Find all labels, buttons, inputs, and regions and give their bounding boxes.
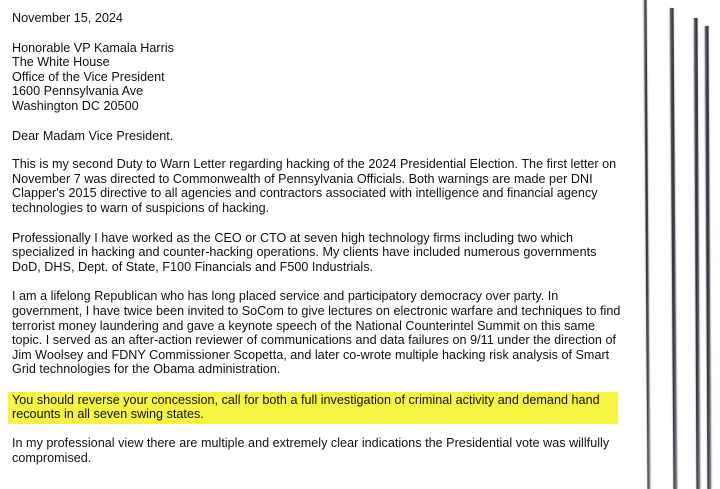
paragraph-professional-background: Professionally I have worked as the CEO or CTO at seven high technology firms including two which specialized in hacking and counter-hacking operations. My clients have included numerous governments DoD, DHS, Dept. of State, F100 Financials and F500 Industrials. xyxy=(12,230,597,274)
address-line: Honorable VP Kamala Harris xyxy=(12,40,174,55)
recipient-address xyxy=(12,41,622,114)
binder-stripes-decoration xyxy=(620,0,720,489)
letter-body xyxy=(12,11,622,480)
address-line: Office of the Vice President xyxy=(12,69,165,84)
paragraph-government-service: I am a lifelong Republican who has long placed service and participatory democracy over party. In government, I have twice been invited to SoCom to give lectures on electronic warfare and techniques to find terrorist money laundering and gave a keynote speech of the National Counterintel Summit on this same topic. I served as an after-action reviewer of communications and data failures on 9/11 under the direction of Jim Woolsey and FDNY Commissioner Scopetta, and later co-wrote multiple hacking risk analysis of Smart Grid technologies for the Obama administration. xyxy=(12,289,621,377)
binder-stripe xyxy=(644,0,650,489)
highlighted-paragraph xyxy=(12,392,622,424)
highlight-marker: You should reverse your concession, call for both a full investigation of criminal activity and demand hand recounts in all seven swing states. xyxy=(8,392,618,424)
paragraph-professional-view: In my professional view there are multiple and extremely clear indications the Presidential vote was willfully compromised. xyxy=(12,436,610,465)
letter-date: November 15, 2024 xyxy=(12,11,123,25)
address-line: Washington DC 20500 xyxy=(12,98,139,113)
address-line: 1600 Pennsylvania Ave xyxy=(12,84,144,99)
paragraph-duty-to-warn: This is my second Duty to Warn Letter regarding hacking of the 2024 Presidential Election. The first letter on November 7 was directed to Commonwealth of Pennsylvania Officials. Both warnings are made per DNI Clapper's 2015 directive to all agencies and contractors associated with intelligence and financial agency technologies to warn of suspicions of hacking. xyxy=(12,157,617,215)
address-line: The White House xyxy=(12,55,110,70)
salutation: Dear Madam Vice President. xyxy=(12,128,174,143)
